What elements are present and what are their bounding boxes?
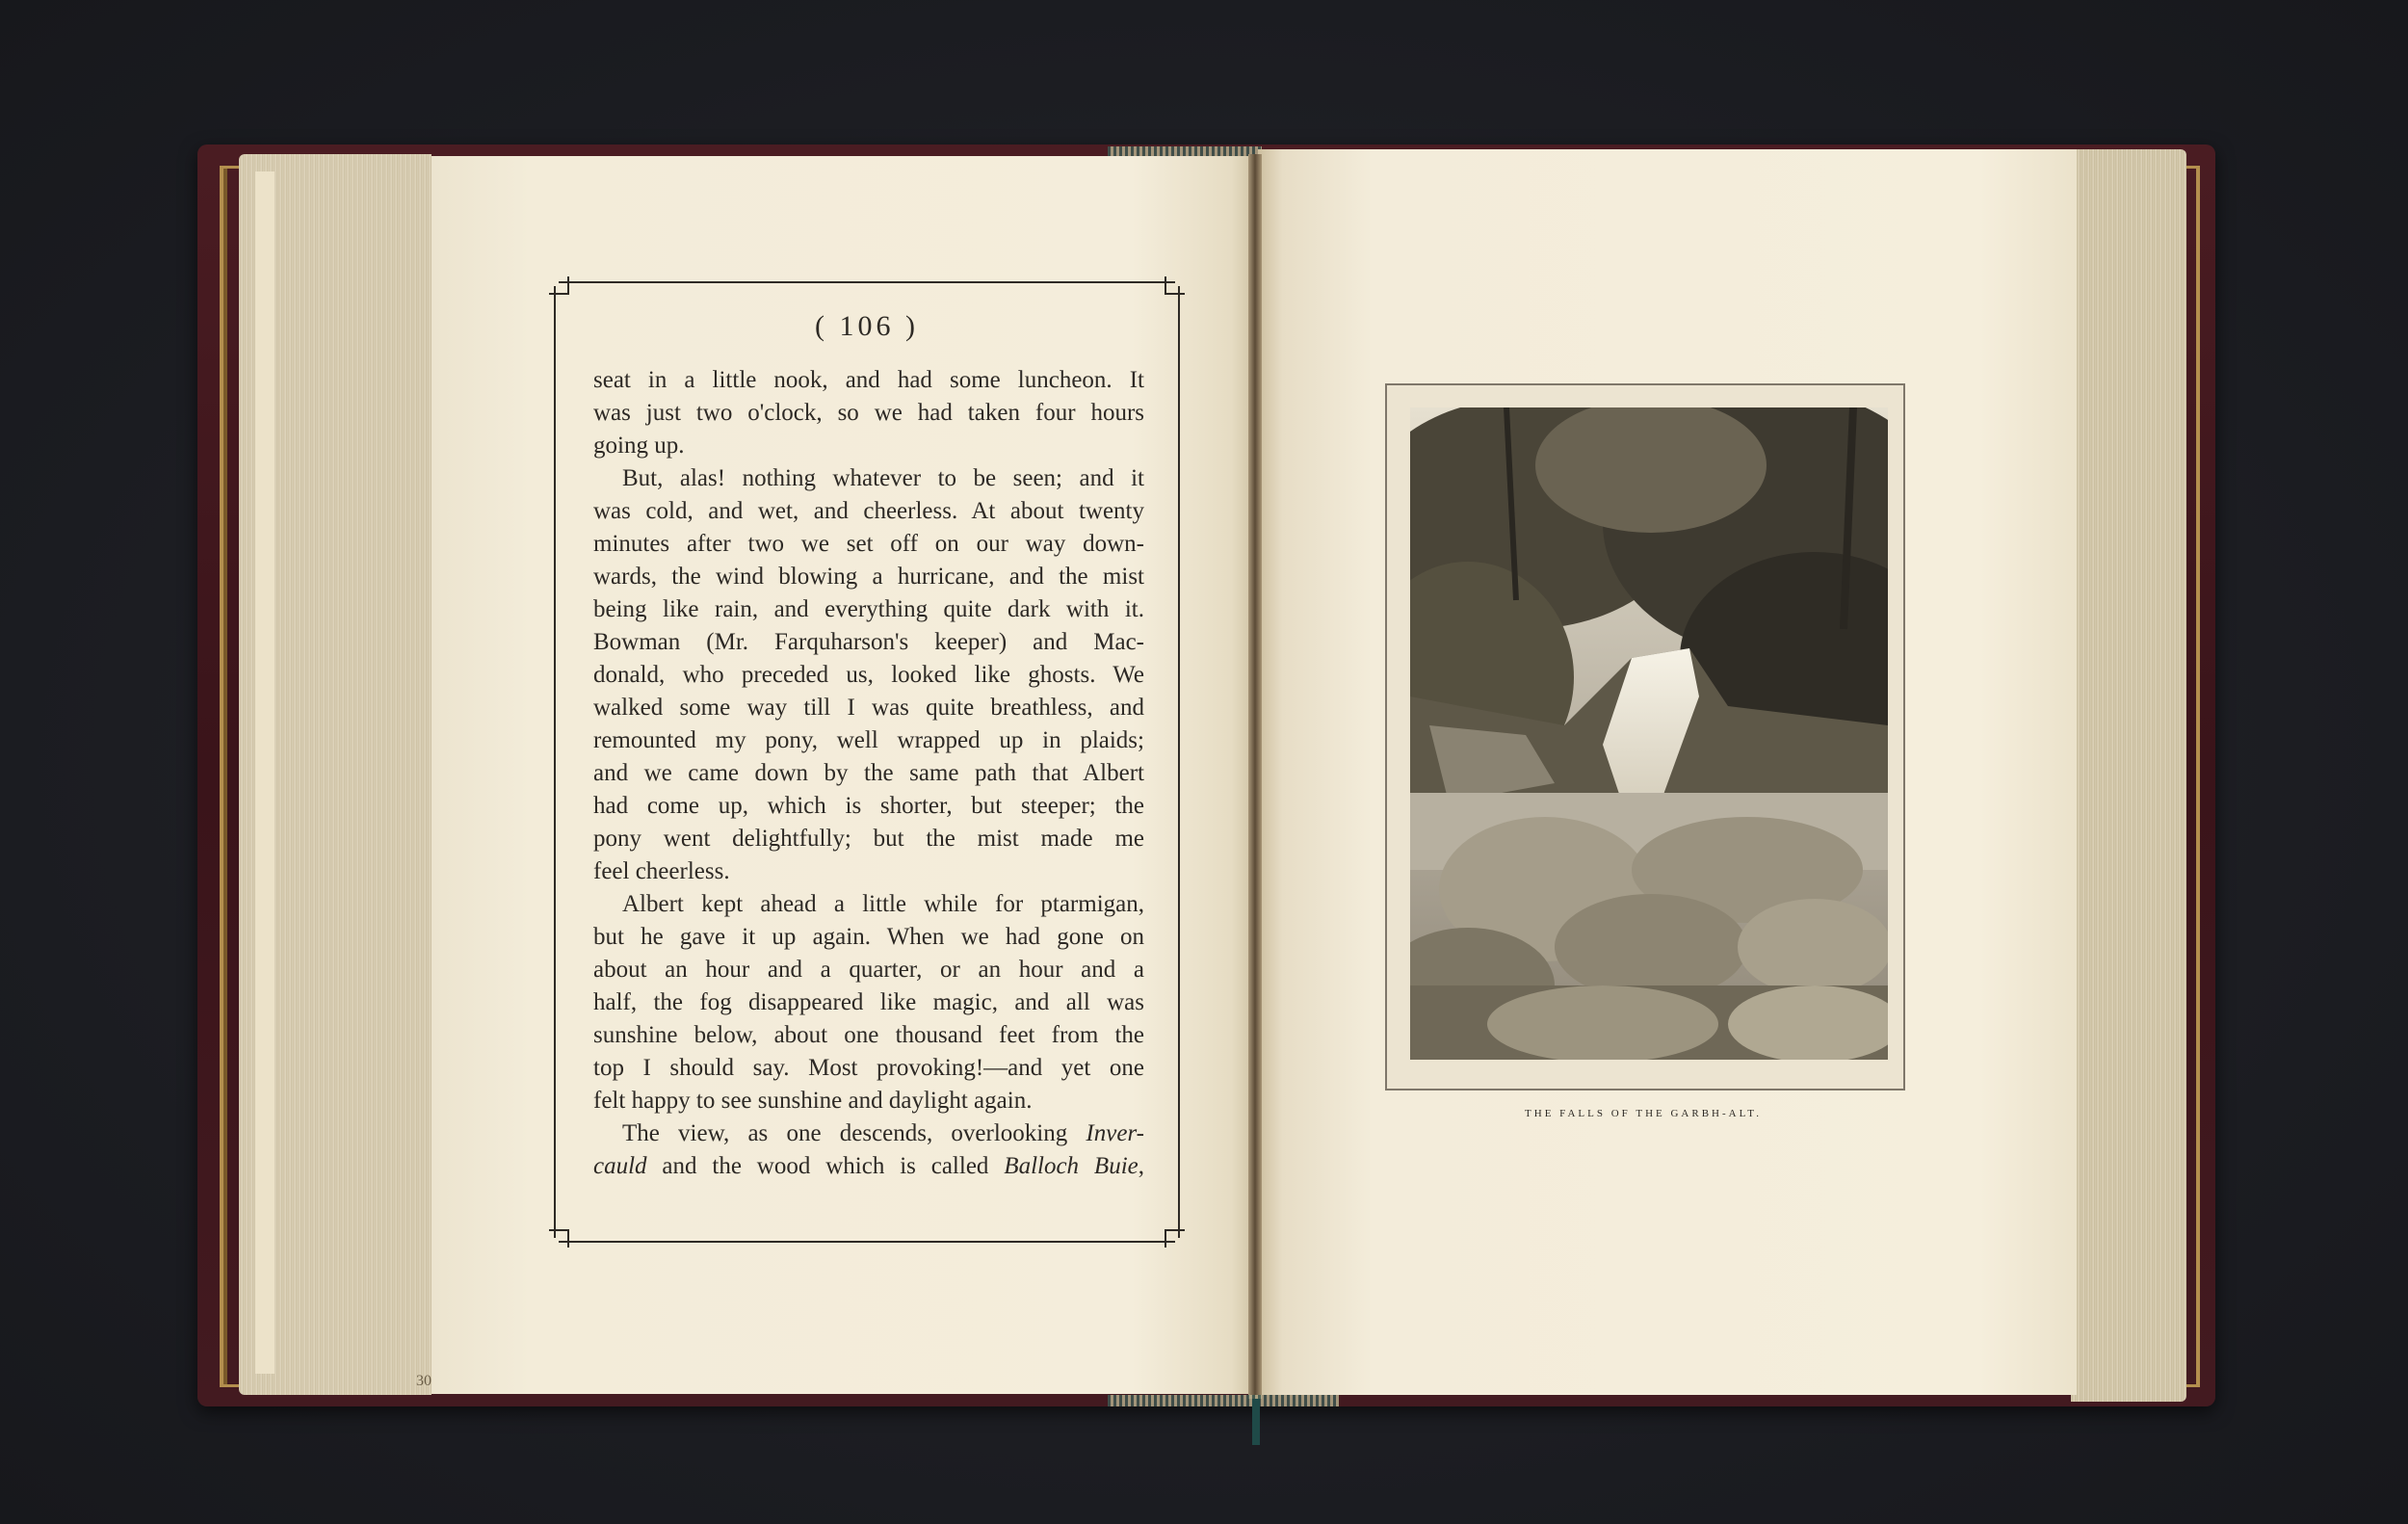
photo-caption: THE FALLS OF THE GARBH-ALT. (1525, 1108, 1762, 1119)
endpaper-left (255, 171, 275, 1374)
text-line: top I should say. Most provoking!—and yet one (593, 1055, 1144, 1081)
text-line: was cold, and wet, and cheerless. At about twenty (593, 498, 1144, 524)
text-line: pony went delightfully; but the mist made me (593, 826, 1144, 852)
text-line: But, alas! nothing whatever to be seen; and it (622, 465, 1144, 491)
text-line: feel cheerless. (593, 858, 730, 884)
text-line: but he gave it up again. When we had gone on (593, 924, 1144, 950)
page-number: ( 106 ) (815, 310, 919, 342)
text-line: donald, who preceded us, looked like ghosts. We (593, 662, 1144, 688)
text-line: walked some way till I was quite breathless, and (593, 695, 1144, 721)
text-line: Bowman (Mr. Farquharson's keeper) and Mac- (593, 629, 1144, 655)
text-line: about an hour and a quarter, or an hour and a (593, 957, 1144, 983)
text-line: had come up, which is shorter, but steeper; the (593, 793, 1144, 819)
text-run: and the wood which is called (646, 1153, 1005, 1179)
text-line: remounted my pony, well wrapped up in plaids; (593, 727, 1144, 753)
text-line (593, 1117, 1144, 1150)
text-line: Albert kept ahead a little while for ptarmigan, (622, 891, 1144, 917)
text-line: seat in a little nook, and had some luncheon. It (593, 367, 1144, 393)
page-edge-mark: 30 (416, 1373, 432, 1389)
text-line: sunshine below, about one thousand feet from the (593, 1022, 1144, 1048)
text-line: wards, the wind blowing a hurricane, and the mist (593, 564, 1144, 590)
text-line: was just two o'clock, so we had taken four hours (593, 400, 1144, 426)
text-line: going up. (593, 433, 685, 459)
italic-run: Inver- (1086, 1120, 1144, 1146)
text-line: being like rain, and everything quite dark with it. (593, 596, 1144, 622)
book-gutter (1248, 154, 1262, 1399)
italic-run: Balloch Buie (1004, 1153, 1139, 1179)
text-line: minutes after two we set off on our way down- (593, 531, 1144, 557)
body-text (593, 364, 1144, 1183)
text-line: and we came down by the same path that Albert (593, 760, 1144, 786)
waterfall-photograph (1410, 407, 1888, 1060)
page-stack-right (2071, 149, 2186, 1402)
headband-bottom (1108, 1395, 1339, 1406)
text-line (593, 1150, 1144, 1183)
headband-top (1108, 146, 1262, 156)
text-run: , (1138, 1153, 1144, 1179)
text-line: half, the fog disappeared like magic, and all was (593, 989, 1144, 1015)
text-line: felt happy to see sunshine and daylight again. (593, 1088, 1033, 1114)
ribbon-bookmark (1252, 1399, 1260, 1445)
italic-run: cauld (593, 1153, 647, 1179)
text-run: The view, as one descends, overlooking (622, 1120, 1086, 1146)
